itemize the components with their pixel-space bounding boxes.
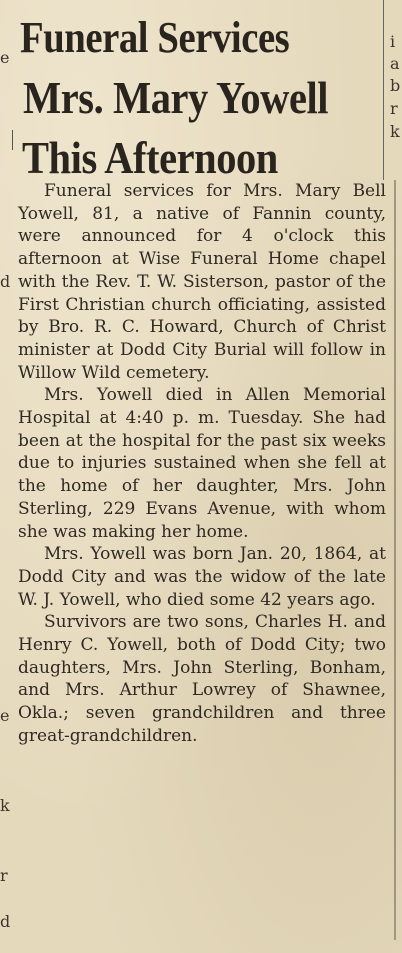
left-edge-fragment: r [0, 866, 8, 885]
column-rule [12, 130, 13, 150]
left-edge-fragment: d [0, 272, 11, 291]
right-edge-fragment: a [390, 54, 400, 73]
article-paragraph: Mrs. Yowell was born Jan. 20, 1864, at Dodd City and was the widow of the late W. J. Yowell, who died some 42 years ago. [18, 544, 386, 610]
adjacent-column-edge [394, 180, 396, 940]
headline [20, 8, 380, 188]
right-edge-fragment: r [390, 99, 398, 118]
left-edge-fragment: d [0, 912, 11, 931]
left-edge-fragment: e [0, 48, 10, 67]
left-edge-fragment: e [0, 706, 10, 725]
headline-line-2: Mrs. Mary Yowell [23, 72, 329, 123]
article-body [18, 180, 386, 748]
column-rule [383, 0, 384, 180]
left-edge-fragment: k [0, 796, 10, 815]
headline-line-3: This Afternoon [22, 132, 278, 183]
right-edge-fragment: k [390, 122, 400, 141]
right-edge-fragment: i [390, 32, 396, 51]
headline-line-1: Funeral Services [20, 13, 290, 62]
right-edge-fragment: b [390, 76, 401, 95]
article-paragraph: Mrs. Yowell died in Allen Memorial Hospital at 4:40 p. m. Tuesday. She had been at the hospital for the past six weeks due to injuries sustained when she fell at the home of her daughter, Mrs. John Sterling, 229 Evans Avenue, with whom she was making her home. [18, 385, 386, 542]
article-paragraph: Funeral services for Mrs. Mary Bell Yowell, 81, a native of Fannin county, were announced for 4 o'clock this afternoon at Wise Funeral Home chapel with the Rev. T. W. Sisterson, pastor of the First Christian church officiating, assisted by Bro. R. C. Howard, Church of Christ minister at Dodd City Burial will follow in Willow Wild cemetery. [18, 181, 386, 383]
article-paragraph: Survivors are two sons, Charles H. and Henry C. Yowell, both of Dodd City; two daughters, Mrs. John Sterling, Bonham, and Mrs. Arthur Lowrey of Shawnee, Okla.; seven grandchildren and three great-grandchildren. [18, 612, 386, 746]
